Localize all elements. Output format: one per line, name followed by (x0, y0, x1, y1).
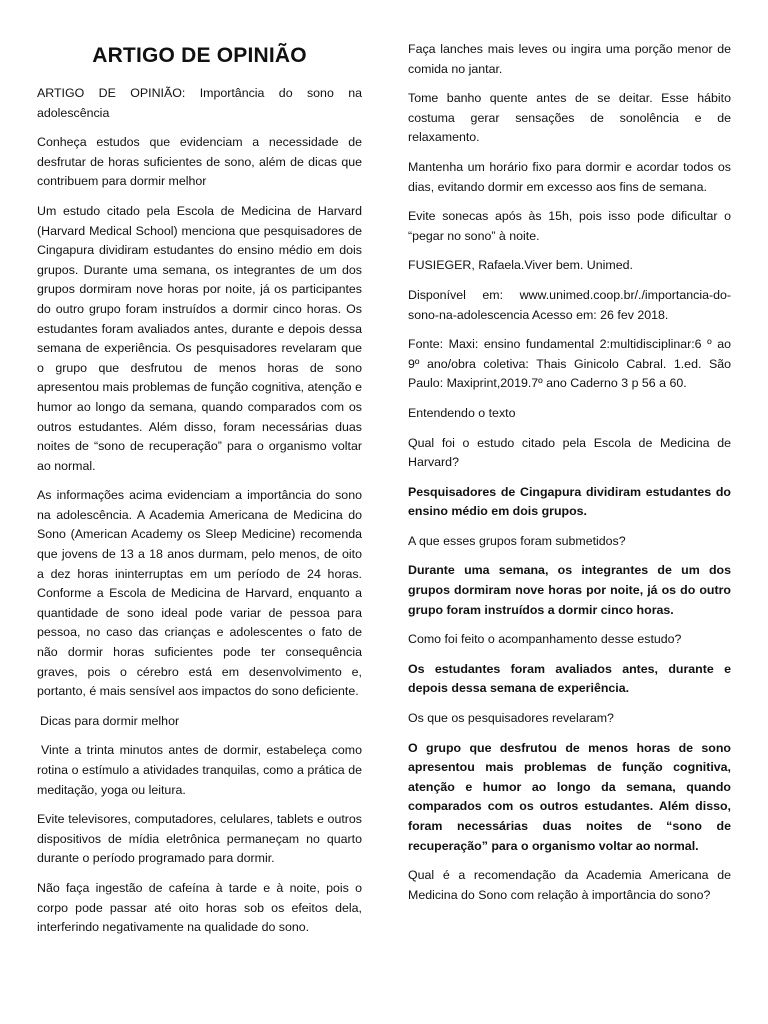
tip-fixed-schedule: Mantenha um horário fixo para dormir e acordar todos os dias, evitando dormir em excesso aos fins de semana. (408, 159, 731, 194)
tip-light-meals: Faça lanches mais leves ou ingira uma porção menor de comida no jantar. (408, 42, 731, 76)
paragraph-harvard-study: Um estudo citado pela Escola de Medicina de Harvard (Harvard Medical School) menciona que pesquisadores de Cingapura dividiram estudantes do ensino médio em dois grupos. Durante uma semana, os integrantes de um dos grupos dormiram nove horas por noite, já os participantes do outro grupo foram instruídos a dormir cinco horas. Os estudantes foram avaliados antes, durante e depois dessa semana de experiência. Os pesquisadores revelaram que o grupo que desfrutou de menos horas de sono apresentou mais problemas de função cognitiva, atenção e humor ao longo da semana, quando comparados com os outros estudantes. Além disso, foram necessárias duas noites de “sono de recuperação” para o organismo voltar ao normal. (37, 203, 362, 473)
tips-heading: Dicas para dormir melhor (40, 713, 180, 728)
right-column (408, 40, 731, 915)
article-headline: ARTIGO DE OPINIÃO: Importância do sono na adolescência (37, 86, 362, 120)
answer-1: Pesquisadores de Cingapura dividiram estudantes do ensino médio em dois grupos. (408, 484, 731, 519)
left-column (37, 40, 362, 948)
article-lead: Conheça estudos que evidenciam a necessidade de desfrutar de horas suficientes de sono, além de dicas que contribuem para dormir melhor (37, 135, 362, 189)
tip-warm-bath: Tome banho quente antes de se deitar. Esse hábito costuma gerar sensações de sonolência e de relaxamento. (408, 91, 731, 145)
tip-avoid-devices: Evite televisores, computadores, celulares, tablets e outros dispositivos de mídia eletrônica permaneçam no quarto durante o período programado para dormir. (37, 812, 362, 866)
question-5: Qual é a recomendação da Academia Americana de Medicina do Sono com relação à importância do sono? (408, 868, 731, 902)
answer-2: Durante uma semana, os integrantes de um dos grupos dormiram nove horas por noite, já os do outro grupo foram instruídos a dormir cinco horas. (408, 563, 731, 617)
section-heading-understanding: Entendendo o texto (408, 405, 516, 420)
question-2: A que esses grupos foram submetidos? (408, 533, 626, 548)
document-title: ARTIGO DE OPINIÃO (92, 44, 307, 67)
question-1: Qual foi o estudo citado pela Escola de Medicina de Harvard? (408, 435, 731, 470)
question-3: Como foi feito o acompanhamento desse estudo? (408, 632, 682, 647)
reference-author: FUSIEGER, Rafaela.Viver bem. Unimed. (408, 258, 633, 273)
tip-quiet-activities: Vinte a trinta minutos antes de dormir, estabeleça como rotina o estímulo a atividades tranquilas, como a prática de meditação, yoga ou leitura. (37, 743, 362, 797)
answer-3: Os estudantes foram avaliados antes, durante e depois dessa semana de experiência. (408, 661, 731, 696)
paragraph-sleep-importance: As informações acima evidenciam a importância do sono na adolescência. A Academia Americana de Medicina do Sono (American Academy os Sleep Medicine) recomenda que jovens de 13 a 18 anos durmam, pelo menos, de oito a dez horas ininterruptas em um período de 24 horas. Conforme a Escola de Medicina de Harvard, enquanto a quantidade de sono ideal pode variar de pessoa para pessoa, no caso das crianças e adolescentes o fato de não dormir horas suficientes pode ter consequência graves, pois o cérebro está em desenvolvimento e, portanto, é mais sensível aos impactos do sono deficiente. (37, 488, 362, 699)
question-4: Os que os pesquisadores revelaram? (408, 711, 614, 726)
reference-url: Disponível em: www.unimed.coop.br/./importancia-do-sono-na-adolescencia Acesso em: 26 fev 2018. (408, 287, 731, 322)
tip-avoid-naps: Evite sonecas após às 15h, pois isso pode dificultar o “pegar no sono” à noite. (408, 209, 731, 243)
tip-avoid-caffeine: Não faça ingestão de cafeína à tarde e à noite, pois o corpo pode passar até oito horas sob os efeitos dela, interferindo negativamente na qualidade do sono. (37, 880, 362, 935)
reference-source: Fonte: Maxi: ensino fundamental 2:multidisciplinar:6 º ao 9º ano/obra coletiva: Thais Ginicolo Cabral. 1.ed. São Paulo: Maxiprint,2019.7º ano Caderno 3 p 56 a 60. (408, 337, 731, 391)
answer-4: O grupo que desfrutou de menos horas de sono apresentou mais problemas de função cognitiva, atenção e humor ao longo da semana, quando comparados com os outros estudantes. Além disso, foram necessárias duas noites de “sono de recuperação” para o organismo voltar ao normal. (408, 740, 731, 853)
